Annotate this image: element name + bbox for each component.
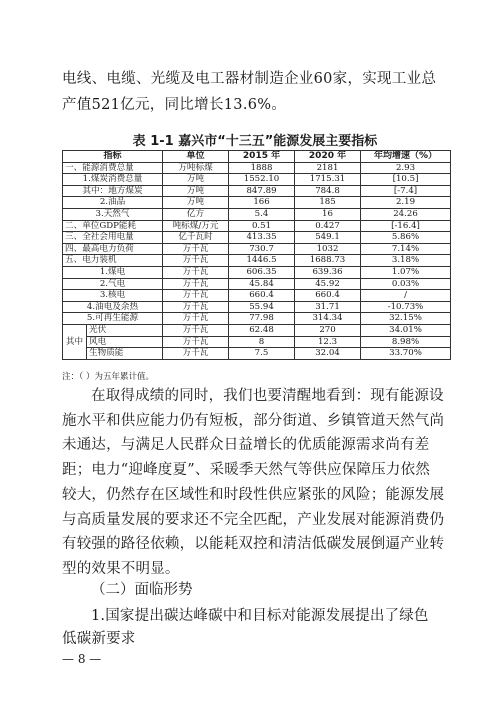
cell-y2015: 8 (229, 336, 295, 348)
cell-y2020: 31.71 (295, 301, 361, 313)
cell-label: 二、单位GDP能耗 (63, 220, 163, 232)
header-growth: 年均增速（%） (361, 151, 451, 163)
header-2015: 2015 年 (229, 151, 295, 163)
cell-growth: 34.01% (361, 324, 451, 336)
cell-y2015: 660.4 (229, 290, 295, 302)
cell-y2020: 1715.31 (295, 174, 361, 186)
cell-y2020: 12.3 (295, 336, 361, 348)
cell-unit: 万千瓦 (163, 243, 229, 255)
cell-y2020: 2181 (295, 162, 361, 174)
cell-growth: 1.07% (361, 266, 451, 278)
cell-y2015: 0.51 (229, 220, 295, 232)
table-row (63, 220, 451, 232)
cell-label: 2.油品 (63, 197, 163, 209)
cell-unit: 吨标煤/万元 (163, 220, 229, 232)
cell-growth: [-16.4] (361, 220, 451, 232)
cell-y2020: 660.4 (295, 290, 361, 302)
table-title: 表 1-1 嘉兴市“十三五”能源发展主要指标 (132, 134, 378, 149)
cell-y2020: 270 (295, 324, 361, 336)
paragraph-line: 型的效果不明显。 (62, 560, 180, 577)
cell-label: 3.天然气 (63, 208, 163, 220)
cell-unit: 万千瓦 (163, 324, 229, 336)
cell-y2015: 45.84 (229, 278, 295, 290)
cell-unit: 万千瓦 (163, 336, 229, 348)
cell-y2020: 32.04 (295, 348, 361, 360)
cell-unit: 万吨标煤 (163, 162, 229, 174)
table-row (63, 301, 451, 313)
table-row (63, 255, 451, 267)
cell-unit: 万千瓦 (163, 348, 229, 360)
cell-growth: 24.26 (361, 208, 451, 220)
table-row (63, 232, 451, 244)
cell-growth: 8.98% (361, 336, 451, 348)
cell-label: 三、全社会用电量 (63, 232, 163, 244)
cell-label: 四、最高电力负荷 (63, 243, 163, 255)
cell-unit: 万千瓦 (163, 255, 229, 267)
table-row (63, 348, 451, 360)
cell-label: 风电 (87, 336, 163, 348)
cell-y2015: 1888 (229, 162, 295, 174)
cell-unit: 万千瓦 (163, 290, 229, 302)
table-row (63, 162, 451, 174)
cell-y2015: 5.4 (229, 208, 295, 220)
table-header-row (63, 151, 451, 163)
page-number: — 8 — (62, 652, 102, 666)
cell-unit: 万千瓦 (163, 266, 229, 278)
table-row (63, 243, 451, 255)
table-row (63, 208, 451, 220)
cell-y2020: 45.92 (295, 278, 361, 290)
cell-growth: 33.70% (361, 348, 451, 360)
cell-unit: 亿方 (163, 208, 229, 220)
cell-label: 生物质能 (87, 348, 163, 360)
cell-y2020: 185 (295, 197, 361, 209)
cell-growth: 32.15% (361, 313, 451, 325)
cell-y2020: 549.1 (295, 232, 361, 244)
sub-group-label: 其中 (63, 324, 87, 359)
cell-growth: 2.19 (361, 197, 451, 209)
cell-unit: 万吨 (163, 185, 229, 197)
paragraph-line: 未通达，与满足人民群众日益增长的优质能源需求尚有差 (62, 437, 430, 454)
cell-growth: 5.86% (361, 232, 451, 244)
cell-growth: -10.73% (361, 301, 451, 313)
cell-unit: 亿千瓦时 (163, 232, 229, 244)
cell-label: 1.煤电 (63, 266, 163, 278)
table-row (63, 324, 451, 336)
cell-y2015: 606.35 (229, 266, 295, 278)
header-2020: 2020 年 (295, 151, 361, 163)
cell-label: 光伏 (87, 324, 163, 336)
cell-label: 5.可再生能源 (63, 313, 163, 325)
header-unit: 单位 (163, 151, 229, 163)
cell-unit: 万吨 (163, 197, 229, 209)
cell-unit: 万千瓦 (163, 301, 229, 313)
cell-growth: 2.93 (361, 162, 451, 174)
cell-y2020: 1688.73 (295, 255, 361, 267)
intro-line-2: 产值521亿元，同比增长13.6%。 (62, 97, 287, 113)
paragraph-line: 较大，仍然存在区域性和时段性供应紧张的风险；能源发展 (62, 486, 445, 503)
point-1-line-1: 1.国家提出碳达峰碳中和目标对能源发展提出了绿色 (91, 608, 429, 624)
cell-y2015: 847.89 (229, 185, 295, 197)
cell-growth: 0.03% (361, 278, 451, 290)
cell-y2015: 166 (229, 197, 295, 209)
cell-y2015: 730.7 (229, 243, 295, 255)
cell-unit: 万吨 (163, 174, 229, 186)
paragraph-line: 有较强的路径依赖，以能耗双控和清洁低碳发展倒逼产业转 (62, 536, 445, 553)
cell-y2015: 77.98 (229, 313, 295, 325)
cell-unit: 万千瓦 (163, 313, 229, 325)
table-row (63, 197, 451, 209)
cell-y2020: 16 (295, 208, 361, 220)
paragraph-line: 与高质量发展的要求还不完全匹配，产业发展对能源消费仍 (62, 511, 445, 528)
cell-label: 其中：地方煤炭 (63, 185, 163, 197)
cell-growth: [-7.4] (361, 185, 451, 197)
cell-label: 五、电力装机 (63, 255, 163, 267)
energy-indicators-table (62, 150, 451, 360)
table-row (63, 313, 451, 325)
cell-y2015: 413.35 (229, 232, 295, 244)
cell-label: 2.气电 (63, 278, 163, 290)
cell-y2015: 1552.10 (229, 174, 295, 186)
cell-label: 1.煤炭消费总量 (63, 174, 163, 186)
paragraph-line: 距；电力“迎峰度夏”、采暖季天然气等供应保障压力依然 (62, 462, 431, 479)
cell-y2015: 1446.5 (229, 255, 295, 267)
cell-y2015: 62.48 (229, 324, 295, 336)
paragraph-line: 施水平和供应能力仍有短板，部分街道、乡镇管道天然气尚 (62, 412, 445, 429)
table-row (63, 185, 451, 197)
cell-y2020: 784.8 (295, 185, 361, 197)
cell-growth: 3.18% (361, 255, 451, 267)
cell-y2015: 7.5 (229, 348, 295, 360)
cell-y2020: 1032 (295, 243, 361, 255)
intro-line-1: 电线、电缆、光缆及电工器材制造企业60家，实现工业总 (62, 71, 437, 87)
table-note: 注：（ ）为五年累计值。 (62, 372, 154, 382)
point-1-line-2: 低碳新要求 (62, 631, 136, 647)
cell-y2020: 314.34 (295, 313, 361, 325)
cell-y2020: 0.427 (295, 220, 361, 232)
cell-y2015: 55.94 (229, 301, 295, 313)
table-row (63, 174, 451, 186)
cell-y2020: 639.36 (295, 266, 361, 278)
cell-growth: [10.5] (361, 174, 451, 186)
cell-label: 3.核电 (63, 290, 163, 302)
cell-unit: 万千瓦 (163, 278, 229, 290)
table-row (63, 266, 451, 278)
cell-label: 一、能源消费总量 (63, 162, 163, 174)
paragraph-text: 在取得成绩的同时，我们也要清醒地看到：现有能源设 (91, 388, 444, 404)
header-indicator: 指标 (63, 151, 163, 163)
table-row (63, 278, 451, 290)
cell-growth: 7.14% (361, 243, 451, 255)
table-row (63, 290, 451, 302)
section-heading: （二）面临形势 (91, 582, 193, 598)
table-row (63, 336, 451, 348)
paragraph-line (62, 384, 450, 409)
cell-label: 4.油电及余热 (63, 301, 163, 313)
cell-growth: / (361, 290, 451, 302)
